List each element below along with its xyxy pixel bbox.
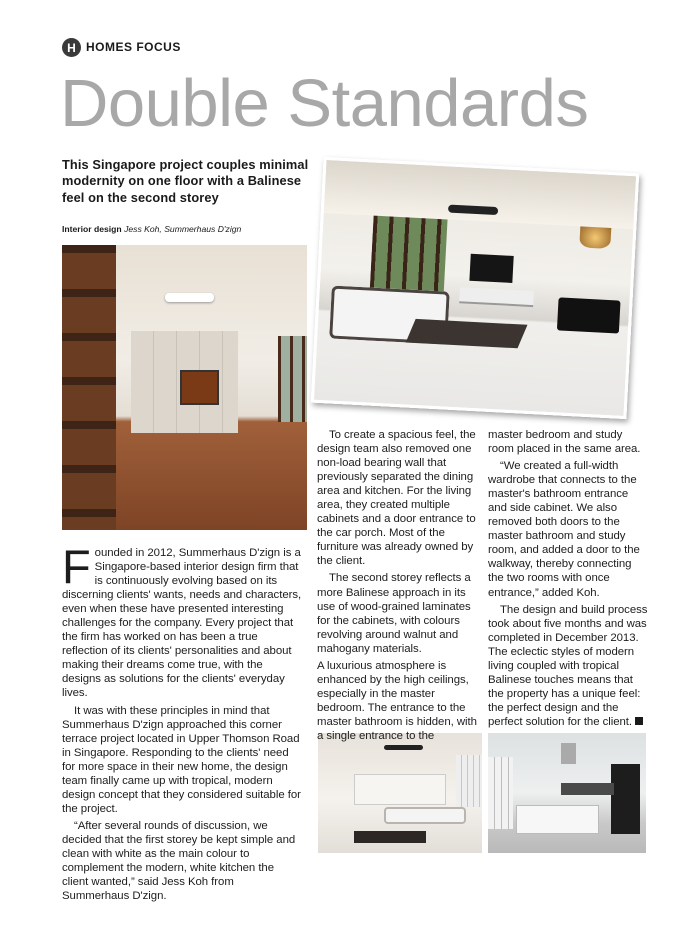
living-room-photo [311,157,639,419]
paragraph-text: The design and build process took about five months and was completed in December 2013. The eclectic styles of modern living coupled with tropical Balinese touches means that the property has a unique feel: the perfect design and the perfect solution for the client. [488,603,648,728]
photo-ceiling [324,160,636,229]
page-title: Double Standards [60,66,589,141]
body-column-2 [317,428,477,746]
lounge-photo [318,733,482,853]
paragraph: “We created a full-width wardrobe that connects to the master's bathroom entrance and side cabinet. We also removed both doors to the master bathroom and study room, and added a door to the walkway, thereby connecting the two rooms with once entrance,” added Koh. [488,460,640,599]
paragraph [62,540,302,701]
paragraph: master bedroom and study room placed in the same area. [488,429,641,456]
photo-tv [469,254,514,283]
photo-window [456,755,482,808]
photo-rug [406,319,527,348]
photo-piano [557,297,621,334]
paragraph: “After several rounds of discussion, we decided that the first storey be kept simple and clean with white as the main colour to complement the modern, white kitchen the client wanted,” said Jess Koh from Summerhaus D'zign. [62,819,296,903]
photo-chandelier [580,226,612,249]
photo-niche [180,370,219,404]
body-column-3 [488,428,648,732]
paragraph: It was with these principles in mind that Summerhaus D'zign approached this corner terrace project located in Upper Thomson Road in Singapore. Responding to the clients' need for more space in their new home, the design team finally came up with tropical, modern design concept that they considered suitable for the project. [62,704,301,815]
photo-ceiling-fan [165,293,214,302]
end-mark-icon [635,717,643,725]
paragraph-text: ounded in 2012, Summerhaus D'zign is a Singapore-based interior design firm that is continuously evolving based on its discerning clients' wants, needs and characters, even when these have presented interesting challenges for the company. Every project that the firm has worked on has been a true reflection of its clients' personalities and about making their dreams come true, with the designs as solutions for the clients' everyday lives. [62,547,302,700]
credit-label: Interior design [62,224,122,234]
photo-range-hood [561,743,577,765]
photo-sofa [384,807,466,824]
section-label: HOMES FOCUS [86,40,181,54]
standfirst: This Singapore project couples minimal modernity on one floor with a Balinese feel on the second storey [62,157,309,205]
section-logo-letter: H [67,40,76,55]
paragraph: To create a spacious feel, the design team also removed one non-load bearing wall that previously separated the dining area and kitchen. For the living area, they created multiple cabinets and a door entrance to the car porch. Most of the furniture was already owned by the client. [317,429,476,568]
photo-fridge [611,764,639,834]
photo-bookshelf [62,245,116,530]
drop-cap: F [62,540,91,593]
paragraph [488,603,648,729]
kitchen-photo [488,733,646,853]
bedroom-photo [62,245,307,530]
paragraph: The second storey reflects a more Balinese approach in its use of wood-grained laminates for the cabinets, with colours revolving around walnut and mahogany materials. [317,572,471,655]
photo-counter [561,783,615,795]
paragraph: A luxurious atmosphere is enhanced by the high ceilings, especially in the master bedroom. The entrance to the master bathroom is hidden, with a single entrance to the [317,659,477,742]
credit-value: Jess Koh, Summerhaus D'zign [124,224,242,234]
body-column-1 [62,540,302,906]
photo-window [488,757,513,829]
section-logo-icon [62,38,81,57]
photo-rug [354,831,426,843]
photo-cabinet [459,287,534,307]
photo-kitchen-island [516,805,598,834]
credit-line [62,224,241,234]
photo-window [278,336,307,422]
photo-cabinet [354,774,446,805]
